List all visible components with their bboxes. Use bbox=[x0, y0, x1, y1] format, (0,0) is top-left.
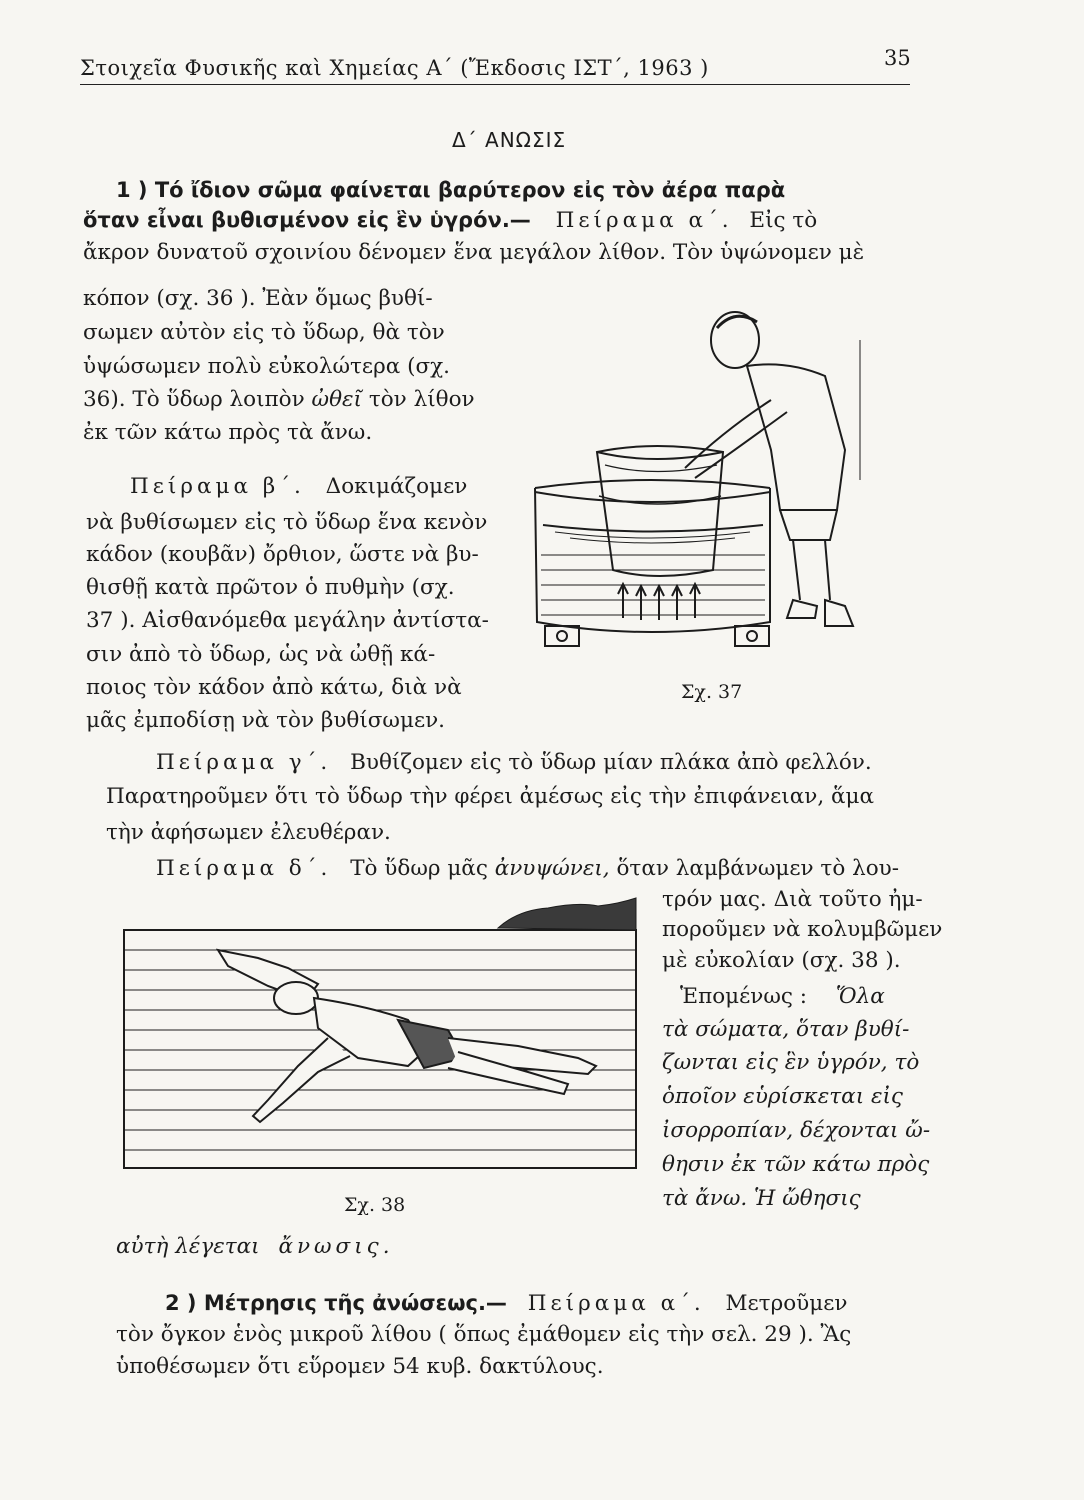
figure-37-illustration bbox=[525, 300, 895, 670]
para5-experiment-label: Πείραμα α΄. bbox=[527, 1291, 705, 1316]
para2-line1-rest: Δοκιμάζομεν bbox=[325, 474, 468, 499]
para5-line1-bold: 2 ) Μέτρησις τῆς ἀνώσεως.— bbox=[165, 1291, 507, 1315]
para4-line1-b: ὅταν λαμβάνωμεν τὸ λου- bbox=[616, 856, 900, 881]
para4-line8: ὁποῖον εὑρίσκεται εἰς bbox=[662, 1084, 903, 1109]
header-rule bbox=[80, 84, 910, 85]
para4-line10: θησιν ἐκ τῶν κάτω πρὸς bbox=[662, 1152, 930, 1177]
figure-38-caption: Σχ. 38 bbox=[344, 1194, 406, 1216]
para4-line2: τρόν μας. Διὰ τοῦτο ἠμ- bbox=[662, 887, 923, 912]
para1-line4: κόπον (σχ. 36 ). Ἐὰν ὅμως βυθί- bbox=[83, 286, 433, 311]
para1-line5: σωμεν αὐτὸν εἰς τὸ ὕδωρ, θὰ τὸν bbox=[83, 320, 445, 345]
para3-line1-rest: Βυθίζομεν εἰς τὸ ὕδωρ μίαν πλάκα ἀπὸ φελλόν. bbox=[350, 750, 872, 775]
para2-line5: 37 ). Αἰσθανόμεθα μεγάλην ἀντίστα- bbox=[86, 608, 489, 633]
para1-line2-rest: Εἰς τὸ bbox=[749, 208, 818, 233]
para4-line6: τὰ σώματα, ὅταν βυθί- bbox=[662, 1017, 910, 1042]
page-number: 35 bbox=[884, 46, 911, 70]
para4-line12-a: αὐτὴ λέγεται bbox=[116, 1234, 260, 1259]
para1-line7-emph: ὠθεῖ bbox=[311, 387, 362, 412]
para1-line1: 1 ) Τό ἴδιον σῶμα φαίνεται βαρύτερον εἰς τὸν ἀέρα παρὰ bbox=[116, 178, 786, 202]
para1-line2 bbox=[83, 205, 817, 236]
para1-line8: ἐκ τῶν κάτω πρὸς τὰ ἄνω. bbox=[83, 420, 373, 445]
para4-line5-b: Ὅλα bbox=[835, 984, 885, 1009]
para2-line4: θισθῇ κατὰ πρῶτον ὁ πυθμὴν (σχ. bbox=[86, 575, 455, 600]
para4-line1-a: Τὸ ὕδωρ μᾶς bbox=[350, 856, 488, 881]
para2-line7: ποιος τὸν κάδον ἀπὸ κάτω, διὰ νὰ bbox=[86, 675, 462, 700]
para1-experiment-label: Πείραμα α΄. bbox=[555, 208, 733, 233]
para4-line9: ἰσορροπίαν, δέχονται ὤ- bbox=[662, 1118, 931, 1143]
para3-line3: τὴν ἀφήσωμεν ἐλευθέραν. bbox=[106, 820, 391, 845]
para4-line5-a: Ἑπομένως : bbox=[680, 984, 807, 1009]
para4-line4: μὲ εὐκολίαν (σχ. 38 ). bbox=[662, 948, 901, 973]
para1-line2-bold: ὅταν εἶναι βυθισμένον εἰς ἓν ὑγρόν.— bbox=[83, 208, 531, 232]
para5-line1-rest: Μετροῦμεν bbox=[725, 1291, 848, 1316]
para2-line3: κάδον (κουβᾶν) ὄρθιον, ὥστε νὰ βυ- bbox=[86, 542, 479, 567]
para5-line1 bbox=[165, 1288, 847, 1319]
para1-line6: ὑψώσωμεν πολὺ εὐκολώτερα (σχ. bbox=[83, 354, 450, 379]
para1-line7-c: τὸν λίθον bbox=[368, 387, 475, 412]
para3-line1 bbox=[156, 748, 872, 778]
figure-38-illustration bbox=[118, 888, 648, 1173]
para1-line3: ἄκρον δυνατοῦ σχοινίου δένομεν ἕνα μεγάλον λίθον. Τὸν ὑψώνομεν μὲ bbox=[83, 240, 865, 265]
para3-experiment-label: Πείραμα γ΄. bbox=[156, 750, 332, 775]
para2-line8: μᾶς ἐμποδίσῃ νὰ τὸν βυθίσωμεν. bbox=[86, 708, 445, 733]
para2-line2: νὰ βυθίσωμεν εἰς τὸ ὕδωρ ἕνα κενὸν bbox=[86, 510, 488, 535]
figure-37-caption: Σχ. 37 bbox=[681, 681, 743, 703]
running-title: Στοιχεῖα Φυσικῆς καὶ Χημείας Α΄ (Ἔκδοσις ΙΣΤ΄, 1963 ) bbox=[80, 56, 709, 80]
para2-experiment-label: Πείραμα β΄. bbox=[130, 474, 305, 499]
para4-line12 bbox=[116, 1232, 394, 1262]
para4-line3: ποροῦμεν νὰ κολυμβῶμεν bbox=[662, 917, 943, 942]
para4-term-anosis: ἄνωσις. bbox=[278, 1234, 394, 1259]
para2-line1 bbox=[130, 472, 467, 502]
section-heading: Δ΄ ΑΝΩΣΙΣ bbox=[452, 128, 567, 152]
para5-line2: τὸν ὄγκον ἑνὸς μικροῦ λίθου ( ὅπως ἐμάθομεν εἰς τὴν σελ. 29 ). Ἂς bbox=[116, 1322, 852, 1347]
para1-line7 bbox=[83, 385, 475, 415]
para4-line1-emph: ἀνυψώνει, bbox=[494, 856, 610, 881]
para2-line6: σιν ἀπὸ τὸ ὕδωρ, ὡς νὰ ὠθῇ κά- bbox=[86, 642, 436, 667]
para4-line7: ζωνται εἰς ἓν ὑγρόν, τὸ bbox=[662, 1050, 920, 1075]
para4-line11: τὰ ἄνω. Ἡ ὤθησις bbox=[662, 1186, 861, 1211]
para1-line7-a: 36). Τὸ ὕδωρ λοιπὸν bbox=[83, 387, 305, 412]
para5-line3: ὑποθέσωμεν ὅτι εὕρομεν 54 κυβ. δακτύλους. bbox=[116, 1354, 604, 1379]
para4-experiment-label: Πείραμα δ΄. bbox=[156, 856, 332, 881]
para4-line1 bbox=[156, 854, 899, 884]
para3-line2: Παρατηροῦμεν ὅτι τὸ ὕδωρ τὴν φέρει ἀμέσως εἰς τὴν ἐπιφάνειαν, ἅμα bbox=[106, 784, 874, 809]
para4-line5 bbox=[680, 982, 885, 1012]
